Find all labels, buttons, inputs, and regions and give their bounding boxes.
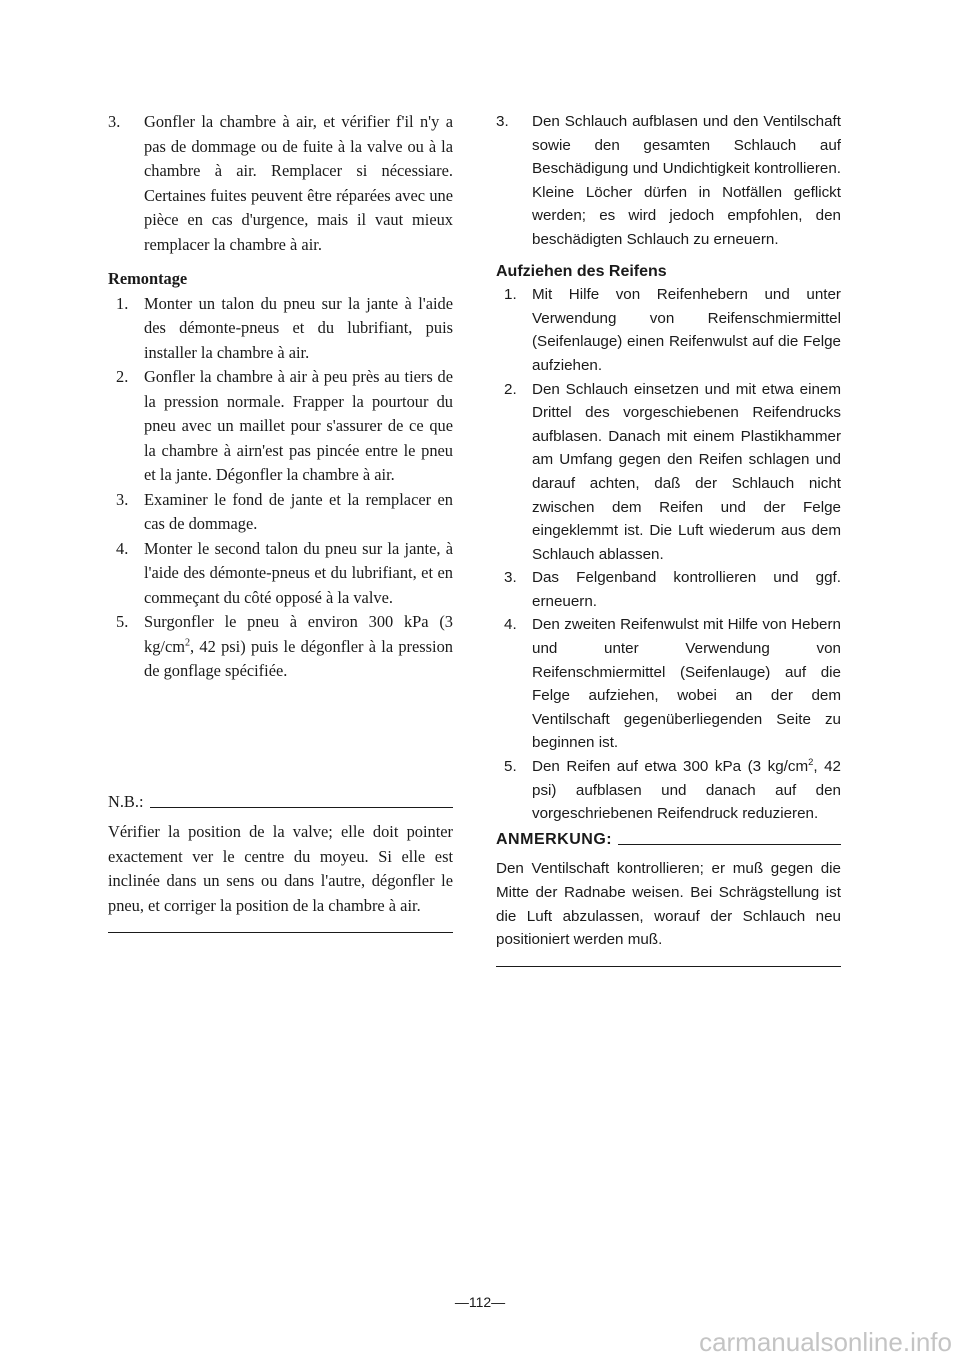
fr-remontage-step bbox=[108, 365, 453, 488]
de-step-3 bbox=[496, 110, 841, 252]
step-text: Den zweiten Reifenwulst mit Hilfe von Hebern und unter Verwendung von Reifenschmiermittel (Seifenlauge) auf die Felge aufziehen, wobei an der dem Ventilschaft gegenüberliegenden Seite zu beginnen ist. bbox=[532, 616, 841, 752]
step-text: Das Felgenband kontrollieren und ggf. erneuern. bbox=[532, 569, 841, 610]
de-aufziehen-step bbox=[496, 613, 841, 755]
step-number: 3. bbox=[116, 489, 129, 509]
fr-remontage-step bbox=[108, 537, 453, 611]
note-end-rule bbox=[496, 966, 841, 967]
de-aufziehen-step bbox=[496, 378, 841, 567]
step-number: 5. bbox=[116, 612, 129, 631]
step-number: 2. bbox=[116, 367, 129, 386]
fr-remontage-step bbox=[108, 292, 453, 366]
step-number: 3. bbox=[108, 112, 121, 131]
note-label: ANMERKUNG: bbox=[496, 830, 613, 848]
note-header bbox=[108, 790, 453, 815]
fr-note bbox=[108, 790, 453, 934]
watermark: carmanualsonline.info bbox=[699, 1327, 952, 1357]
fr-remontage-step bbox=[108, 488, 453, 537]
step-text: Monter le second talon du pneu sur la jante, à l'aide des démonte-pneus et du lubrifiant, et en commeçant du côté opposé à la valve. bbox=[144, 538, 453, 607]
de-aufziehen-step bbox=[496, 566, 841, 613]
step-number: 2. bbox=[504, 380, 517, 398]
step-text: Surgonfler le pneu à environ 300 kPa (3 $kg/cm^2$, 42 psi) puis le dégonfler à la pression de gonflage spécifiée. bbox=[144, 612, 453, 680]
de-aufziehen-step bbox=[496, 283, 841, 377]
french-column bbox=[108, 110, 453, 933]
note-rule bbox=[150, 807, 453, 808]
step-number: 3. bbox=[496, 113, 509, 130]
step-text: Den Schlauch einsetzen und mit etwa einem Drittel des vorgeschiebenen Reifendrucks aufblasen. Danach mit einem Plastikhammer am Umfang gegen den Reifen schlagen und darauf achten, daß der Schlauch nicht zwischen dem Reifen und der Felge eingeklemmt ist. Die Luft wiederum aus dem Schlauch ablassen. bbox=[532, 380, 841, 563]
step-text: Gonfler la chambre à air à peu près au tiers de la pression normale. Frapper la pourtour du pneu avec un maillet pour s'assurer de ce que la chambre à airn'est pas pincée entre le pneu et la jante. Dégonfler la chambre à air. bbox=[144, 367, 453, 484]
note-text: Vérifier la position de la valve; elle doit pointer exactement ver le centre du moyeu. Si elle est inclinée dans un sens ou dans l'autre, dégonfler le pneu, et corriger la position de la chambre à air. bbox=[108, 822, 453, 915]
step-number: 1. bbox=[504, 286, 517, 304]
step-text: Monter un talon du pneu sur la jante à l'aide des démonte-pneus et du lubrifiant, puis installer la chambre à air. bbox=[144, 293, 453, 362]
step-number: 3. bbox=[504, 569, 517, 587]
step-number: 4. bbox=[504, 616, 517, 634]
step-text: Den Reifen auf etwa 300 kPa (3 $kg/cm^2$, 42 psi) aufblasen und danach auf den vorgeschriebenen Reifendruck reduzieren. bbox=[532, 755, 841, 823]
step-text: Mit Hilfe von Reifenhebern und unter Verwendung von Reifenschmiermittel (Seifenlauge) einen Reifenwulst auf die Felge aufziehen. bbox=[532, 286, 841, 374]
note-end-rule bbox=[108, 932, 453, 933]
fr-section-heading: Remontage bbox=[108, 269, 188, 288]
note-header bbox=[496, 828, 841, 852]
step-number: 5. bbox=[504, 758, 517, 776]
step-number: 1. bbox=[116, 293, 129, 313]
step-text: Examiner le fond de jante et la remplacer en cas de dommage. bbox=[144, 489, 453, 533]
step-number: 4. bbox=[116, 538, 129, 558]
note-label: N.B.: bbox=[108, 791, 144, 811]
de-note bbox=[496, 828, 841, 967]
note-rule bbox=[618, 844, 841, 845]
fr-step-3 bbox=[108, 110, 453, 257]
page-number: —112— bbox=[454, 1294, 506, 1310]
note-text: Den Ventilschaft kontrollieren; er muß gegen die Mitte der Radnabe weisen. Bei Schrägstellung ist die Luft abzulassen, worauf der Schlauch neu positioniert werden muß. bbox=[496, 860, 841, 949]
german-column bbox=[496, 110, 841, 967]
fr-remontage-step-5 bbox=[108, 610, 453, 684]
step-text: Den Schlauch aufblasen und den Ventilschaft sowie den gesamten Schlauch auf Beschädigung und Undichtigkeit kontrollieren. Kleine Löcher dürfen in Notfällen geflickt werden; es wird jedoch empfohlen, den beschädigten Schlauch zu erneuern. bbox=[532, 113, 841, 248]
de-aufziehen-step-5 bbox=[496, 755, 841, 826]
step-text: Gonfler la chambre à air, et vérifier f'il n'y a pas de dommage ou de fuite à la valve ou à la chambre à air. Remplacer si nécessiare. Certaines fuites peuvent être réparées avec une pièce en cas d'urgence, mais il vaut mieux remplacer la chambre à air. bbox=[144, 112, 453, 254]
de-section-heading: Aufziehen des Reifens bbox=[496, 262, 667, 280]
